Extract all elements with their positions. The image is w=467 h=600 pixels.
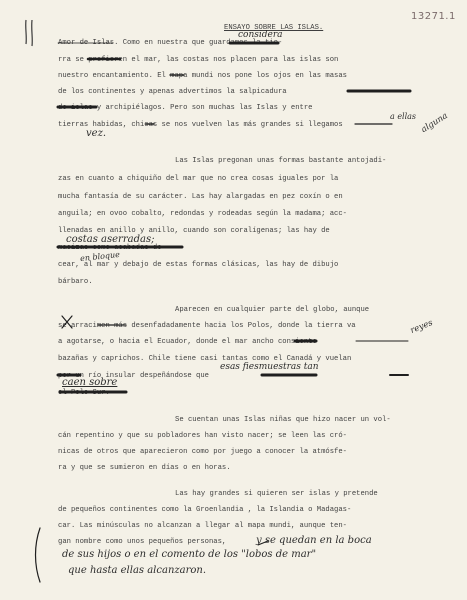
text-line: cear, al mar y debajo de estas formas clásicas, las hay de dibujo bbox=[58, 261, 339, 269]
text-line: a agotarse, o hacia el Ecuador, donde el mar ancho consiente bbox=[58, 338, 317, 346]
text-line: Las Islas pregonan unas formas bastante antojadi- bbox=[175, 157, 387, 165]
handwritten-note: alguna bbox=[419, 111, 450, 135]
handwritten-note: y se quedan en la boca bbox=[256, 535, 372, 546]
text-line: de pequeños continentes como la Groenlandia , la Islandia o Madagas- bbox=[58, 506, 352, 514]
text-line: gan nombre como unos pequeños personas, bbox=[58, 538, 227, 546]
handwritten-note: reyes bbox=[408, 318, 435, 336]
handwritten-note: esas fiesmuestras tan bbox=[220, 362, 319, 372]
archive-number: 13271.1 bbox=[411, 11, 456, 22]
text-line: bazañas y caprichos. Chile tiene casi tantas como el Canadá y vuelan bbox=[58, 355, 352, 363]
text-line: el Polo Sur. bbox=[58, 389, 110, 397]
text-line: llenadas en anillo y anillo, cuando son coralígenas; las hay de bbox=[58, 227, 330, 235]
bracket-mark bbox=[36, 528, 41, 582]
text-line: ra y que se sumieron en días o en horas. bbox=[58, 464, 231, 472]
handwritten-note: vez. bbox=[86, 128, 107, 139]
text-line: de los continentes y apenas advertimos la salpicadura bbox=[58, 88, 287, 96]
text-line: por un río insular despeñándose que bbox=[58, 372, 209, 380]
document-title: ENSAYO SOBRE LAS ISLAS. bbox=[224, 24, 324, 32]
handwritten-note: que hasta ellas alcanzaron. bbox=[68, 565, 207, 576]
handwritten-note: en bloque bbox=[79, 249, 121, 264]
text-line: nicas de otros que aparecieron como por juego a conocer la atmósfe- bbox=[58, 448, 347, 456]
text-line: Aparecen en cualquier parte del globo, aunque bbox=[175, 306, 370, 314]
handwritten-note: costas aserradas; bbox=[66, 234, 155, 245]
text-line: nuestro encantamiento. El mapa mundi nos pone los ojos en las masas bbox=[58, 72, 347, 80]
text-line: mucha fantasía de su carácter. Las hay alargadas en pez coxín o en bbox=[58, 193, 343, 201]
text-line: anguila; en ovoo cobalto, redondas y rodeadas según la madama; acc- bbox=[58, 210, 347, 218]
punch-marks bbox=[20, 18, 40, 48]
handwritten-note: de sus hijos o en el comento de los "lobos de mar" bbox=[62, 549, 317, 560]
handwritten-note: considera bbox=[238, 30, 283, 40]
text-line: macizas como acabadas de bbox=[58, 244, 162, 252]
handwritten-note: caen sobre bbox=[62, 377, 118, 388]
handwritten-note: a ellas bbox=[390, 112, 417, 121]
text-line: se arracimen más desenfadadamente hacia los Polos, donde la tierra va bbox=[58, 322, 356, 330]
text-line: Las hay grandes si quieren ser islas y pretende bbox=[175, 490, 378, 498]
text-line: Se cuentan unas Islas niñas que hizo nacer un vol- bbox=[175, 416, 391, 424]
text-line: de islas y archipiélagos. Pero son muchas las Islas y entre bbox=[58, 104, 313, 112]
text-line: cán repentino y que su pobladores han visto nacer; se leen las cró- bbox=[58, 432, 347, 440]
text-line: rra se prefieren el mar, las costas nos placen para las islas son bbox=[58, 56, 339, 64]
text-line: bárbaro. bbox=[58, 278, 93, 286]
text-line: car. Las minúsculas no alcanzan a llegar al mapa mundi, aunque ten- bbox=[58, 522, 347, 530]
text-line: Amor de Islas. Como en nuestra que guardamos la tie- bbox=[58, 39, 283, 47]
text-line: zas en cuanto a chiquiño del mar que no crea cosas iguales por la bbox=[58, 175, 339, 183]
text-line: tierras habidas, chicas se nos vuelven las más grandes si llegamos bbox=[58, 121, 343, 129]
